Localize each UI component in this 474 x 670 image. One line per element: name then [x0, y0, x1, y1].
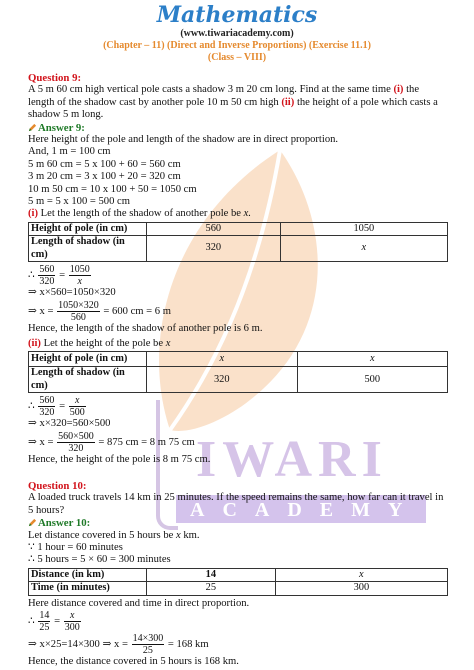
part-ii-step2: ⇒ x×320=560×500 — [28, 418, 111, 430]
therefore-symbol: ∴ — [28, 270, 35, 282]
part-ii-table — [28, 351, 448, 393]
part-i-marker: (i) — [28, 208, 38, 220]
answer-10-label: Answer 10: — [38, 517, 91, 530]
q9-text-b: the length of the shadow cast by another pole 10 m 50 cm high — [28, 84, 420, 108]
a10-line-1 — [28, 530, 448, 542]
fraction-num: 1050×320 — [58, 299, 99, 311]
table-cell: Length of shadow (in cm) — [29, 236, 147, 262]
a9-line-1: Here height of the pole and length of the shadow are in direct proportion. — [28, 134, 339, 146]
fraction-den: 25 — [142, 645, 153, 656]
part-i-var: x. — [243, 208, 252, 220]
table-cell: x — [275, 568, 447, 581]
answer-9-label: Answer 9: — [38, 121, 85, 134]
fraction — [38, 264, 55, 287]
fraction — [64, 610, 81, 633]
a9-line-2: And, 1 m = 100 cm — [28, 146, 111, 158]
step-prefix: ⇒ x×25=14×300 ⇒ x = — [28, 638, 128, 650]
part-i-intro — [28, 208, 448, 220]
step-prefix: ⇒ x = — [28, 305, 54, 317]
table-cell: 320 — [147, 367, 298, 393]
fraction-num: 560×500 — [58, 430, 94, 442]
content-body — [28, 72, 448, 668]
fraction-num: 14 — [39, 610, 50, 621]
therefore-symbol: ∴ — [28, 401, 35, 413]
watermark-band-text: ACADEMY — [190, 499, 421, 521]
fraction — [69, 264, 91, 287]
fraction-num: x — [64, 610, 81, 622]
step-result: = 875 cm = 8 m 75 cm — [98, 436, 195, 448]
equals-sign: = — [59, 401, 66, 413]
fraction-den: 320 — [39, 276, 55, 288]
table-cell: Height of pole (in cm) — [29, 222, 147, 235]
fraction-den: 320 — [39, 407, 55, 419]
table-row — [29, 367, 448, 393]
chapter-line: (Chapter – 11) (Direct and Inverse Proportions) (Exercise 11.1) — [103, 40, 371, 51]
step-result: = 600 cm = 6 m — [103, 305, 171, 317]
a10-step2 — [28, 633, 448, 656]
a9-line-5: 10 m 50 cm = 10 x 100 + 50 = 1050 cm — [28, 183, 197, 195]
page-title: Mathematics — [156, 2, 318, 28]
a10-line-2: ∵ 1 hour = 60 minutes — [28, 541, 123, 553]
fraction-den: x — [77, 276, 82, 288]
question-9-text — [28, 84, 448, 121]
fraction-den: 500 — [69, 407, 85, 419]
table-cell: 560 — [147, 222, 281, 235]
q9-marker-ii: (ii) — [281, 96, 295, 108]
class-line: (Class – VIII) — [207, 52, 267, 63]
a10-line-4: Here distance covered and time in direct proportion. — [28, 597, 250, 609]
site-link[interactable]: (www.tiwariacademy.com) — [180, 28, 294, 39]
fraction-num: x — [69, 395, 86, 407]
q9-text-a: A 5 m 60 cm high vertical pole casts a shadow 3 m 20 cm long. Find at the same time — [28, 84, 391, 96]
fraction-den: 320 — [68, 442, 84, 454]
fraction-den: 560 — [70, 311, 86, 323]
table-cell: 1050 — [280, 222, 447, 235]
spacer — [28, 466, 448, 480]
part-ii-intro-text: Let the height of the pole be — [43, 337, 164, 349]
part-ii-ratio — [28, 395, 448, 418]
watermark-logo-text: IWARI — [196, 431, 388, 488]
q9-text-c: the height of a pole which casts a shadow 5 m long. — [28, 96, 438, 121]
question-10-heading: Question 10: — [28, 479, 87, 492]
part-i-conclusion: Hence, the length of the shadow of another pole is 6 m. — [28, 322, 263, 334]
fraction-den: 25 — [39, 622, 50, 633]
table-cell: x — [297, 352, 448, 367]
therefore-symbol: ∴ — [28, 615, 35, 627]
fraction-den: 300 — [64, 622, 80, 633]
table-cell: Distance (in km) — [29, 568, 147, 581]
part-ii-intro — [28, 338, 448, 350]
part-i-step2: ⇒ x×560=1050×320 — [28, 287, 116, 299]
a10-line-1-var: x — [175, 529, 181, 541]
answer-9-heading — [28, 122, 448, 134]
table-cell: x — [280, 236, 447, 262]
page-header — [0, 0, 474, 64]
step-result: = 168 km — [167, 638, 209, 650]
fraction — [69, 395, 86, 418]
table-row — [29, 352, 448, 367]
table-cell: Time (in minutes) — [29, 582, 147, 595]
a9-line-3: 5 m 60 cm = 5 x 100 + 60 = 560 cm — [28, 158, 181, 170]
table-cell: Length of shadow (in cm) — [29, 367, 147, 393]
fraction-num: 560 — [39, 395, 55, 407]
fraction — [132, 633, 165, 656]
fraction — [38, 395, 55, 418]
a9-line-6: 5 m = 5 x 100 = 500 cm — [28, 196, 130, 208]
step-prefix: ⇒ x = — [28, 436, 54, 448]
table-row — [29, 236, 448, 262]
table-cell: Height of pole (in cm) — [29, 352, 147, 367]
table-cell: 500 — [297, 367, 448, 393]
table-cell: 300 — [275, 582, 447, 595]
part-ii-step3 — [28, 431, 448, 454]
a10-ratio — [28, 610, 448, 633]
part-i-table — [28, 222, 448, 262]
fraction — [57, 300, 100, 323]
table-cell: 25 — [147, 582, 276, 595]
a10-line-1-post: km. — [183, 529, 200, 541]
fraction — [38, 610, 50, 633]
table-row — [29, 568, 448, 581]
pencil-icon — [28, 518, 37, 527]
part-ii-var: x — [165, 337, 171, 349]
a10-line-1-pre: Let distance covered in 5 hours be — [28, 529, 174, 541]
table-row — [29, 582, 448, 595]
fraction — [57, 431, 95, 454]
equals-sign: = — [59, 270, 66, 282]
fraction-num: 560 — [39, 264, 55, 276]
a9-line-4: 3 m 20 cm = 3 x 100 + 20 = 320 cm — [28, 171, 181, 183]
fraction-num: 14×300 — [132, 633, 164, 644]
part-ii-conclusion: Hence, the height of the pole is 8 m 75 cm. — [28, 453, 211, 465]
question-10-text: A loaded truck travels 14 km in 25 minutes. If the speed remains the same, how far can it travel in 5 hours? — [28, 492, 444, 516]
table-row — [29, 222, 448, 235]
question-9-heading: Question 9: — [28, 72, 82, 84]
equals-sign: = — [54, 615, 61, 627]
answer-10-heading — [28, 517, 448, 529]
part-i-step3 — [28, 300, 448, 323]
part-ii-marker: (ii) — [28, 337, 41, 349]
table-cell: 14 — [147, 568, 276, 581]
table-cell: x — [147, 352, 298, 367]
a10-conclusion: Hence, the distance covered in 5 hours is 168 km. — [28, 656, 239, 667]
part-i-intro-text: Let the length of the shadow of another pole be — [40, 208, 241, 220]
q10-table — [28, 568, 448, 596]
a10-line-3: ∴ 5 hours = 5 × 60 = 300 minutes — [28, 554, 171, 566]
pencil-icon — [28, 123, 37, 132]
q9-marker-i: (i) — [393, 84, 404, 96]
table-cell: 320 — [147, 236, 281, 262]
part-i-ratio — [28, 264, 448, 287]
fraction-num: 1050 — [69, 264, 90, 276]
